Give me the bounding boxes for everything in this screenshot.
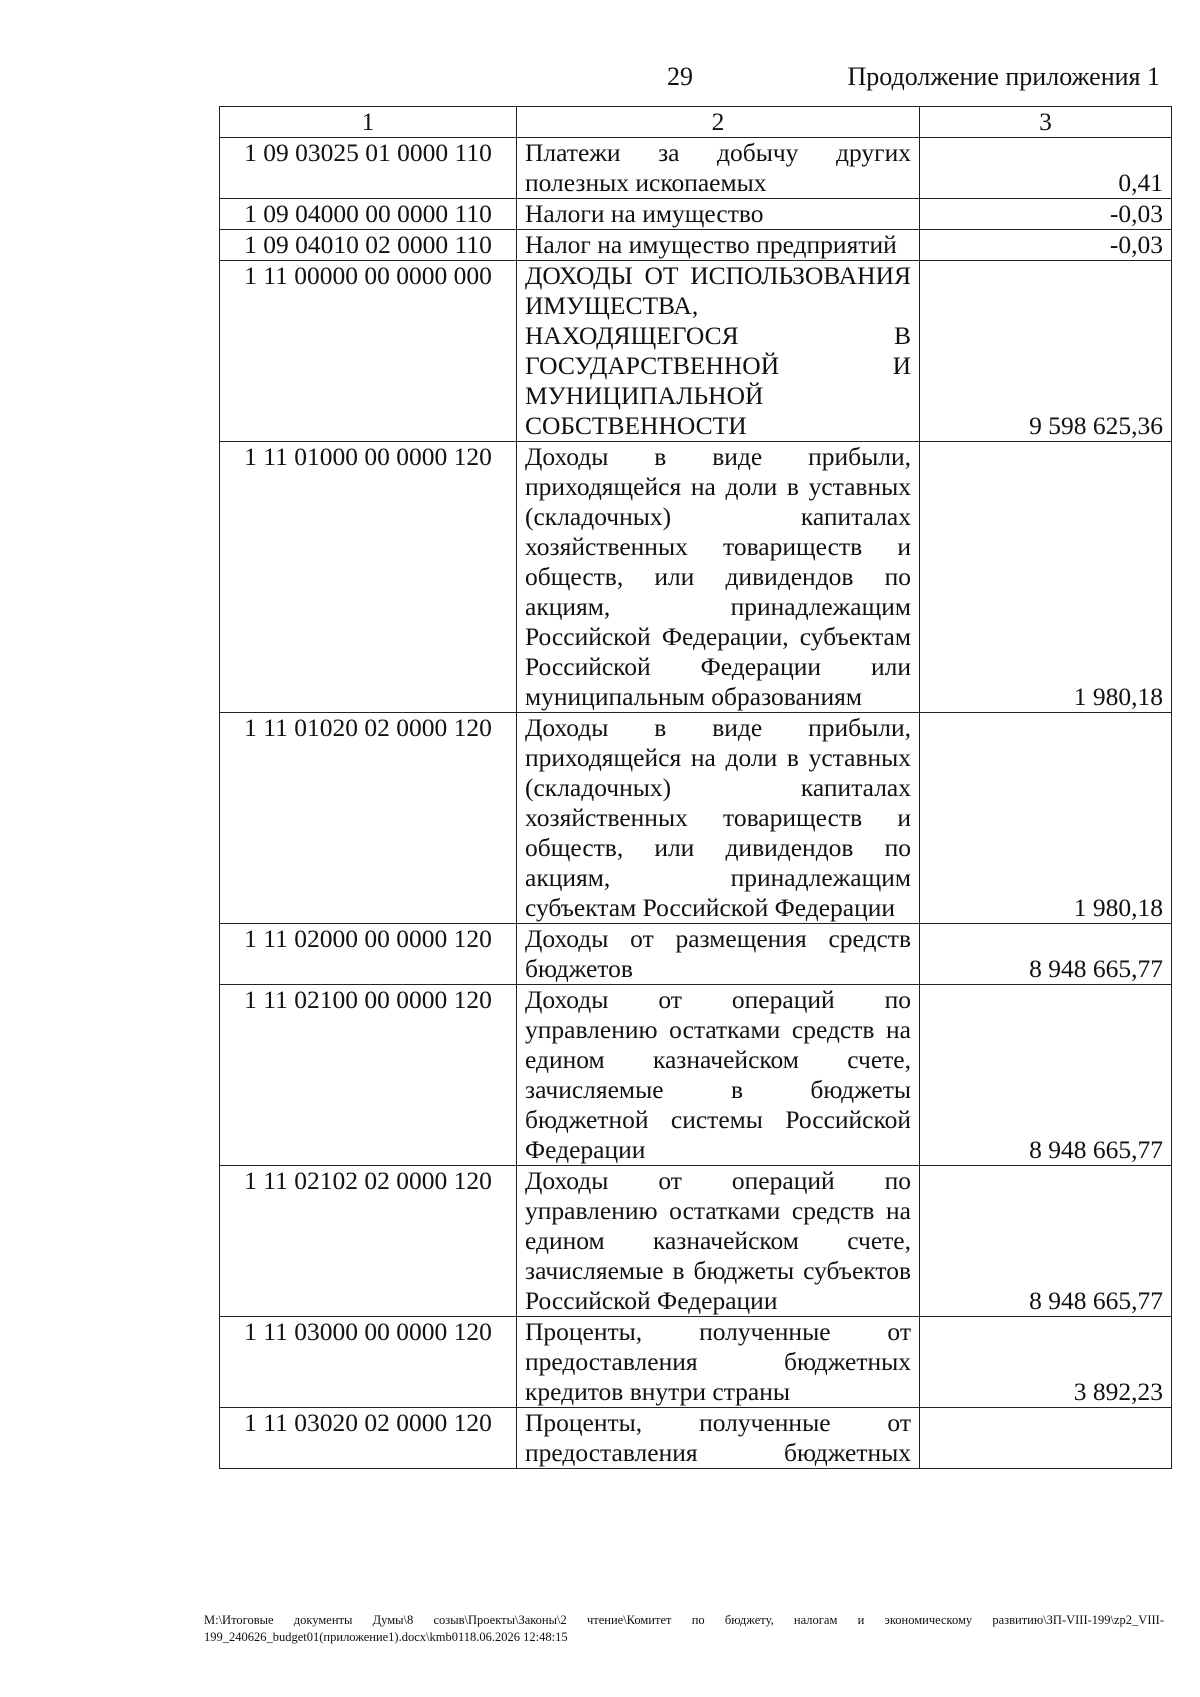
row-name: Проценты, полученные от предоставления бюджетных кредитов внутри страны — [517, 1317, 920, 1408]
table-row — [220, 230, 1172, 261]
table-header-row — [220, 107, 1172, 138]
row-sum: 8 948 665,77 — [920, 985, 1172, 1166]
table-row — [220, 199, 1172, 230]
table-row — [220, 713, 1172, 924]
row-name: Доходы от операций по управлению остатками средств на едином казначейском счете, зачисляемые в бюджеты бюджетной системы Российской Федерации — [517, 985, 920, 1166]
row-code: 1 11 02100 00 0000 120 — [220, 985, 517, 1166]
row-code: 1 11 03000 00 0000 120 — [220, 1317, 517, 1408]
column-header-name: 2 — [517, 107, 920, 138]
table-row — [220, 985, 1172, 1166]
row-code: 1 11 02000 00 0000 120 — [220, 924, 517, 985]
row-name: Налоги на имущество — [517, 199, 920, 230]
row-code: 1 11 01020 02 0000 120 — [220, 713, 517, 924]
row-name: Доходы в виде прибыли, приходящейся на доли в уставных (складочных) капиталах хозяйственных товариществ и обществ, или дивидендов по акциям, принадлежащим Российской Федерации, субъектам Российской Федерации или муниципальным образованиям — [517, 442, 920, 713]
appendix-caption: Продолжение приложения 1 — [847, 62, 1160, 91]
row-sum: 8 948 665,77 — [920, 1166, 1172, 1317]
row-sum: 1 980,18 — [920, 713, 1172, 924]
row-sum: 9 598 625,36 — [920, 261, 1172, 442]
row-code: 1 11 02102 02 0000 120 — [220, 1166, 517, 1317]
row-name: Платежи за добычу других полезных ископаемых — [517, 138, 920, 199]
row-name: Доходы в виде прибыли, приходящейся на доли в уставных (складочных) капиталах хозяйственных товариществ и обществ, или дивидендов по акциям, принадлежащим субъектам Российской Федерации — [517, 713, 920, 924]
row-sum: 8 948 665,77 — [920, 924, 1172, 985]
row-name: Доходы от операций по управлению остатками средств на едином казначейском счете, зачисляемые в бюджеты субъектов Российской Федерации — [517, 1166, 920, 1317]
column-header-sum: 3 — [920, 107, 1172, 138]
row-code: 1 09 04010 02 0000 110 — [220, 230, 517, 261]
row-code: 1 11 01000 00 0000 120 — [220, 442, 517, 713]
table-row — [220, 1317, 1172, 1408]
document-file-path: М:\Итоговые документы Думы\8 созыв\Проекты\Законы\2 чтение\Комитет по бюджету, налогам и экономическому развитию\ЗП-VIII-199\zp2_VIII-199_240626_budget01(приложение1).docx\kmb0118.06.2026 12:48:15 — [204, 1613, 1164, 1644]
row-sum: 3 892,23 — [920, 1317, 1172, 1408]
row-name: Проценты, полученные от предоставления бюджетных — [517, 1408, 920, 1469]
table-row — [220, 442, 1172, 713]
table-row — [220, 138, 1172, 199]
row-sum: -0,03 — [920, 199, 1172, 230]
row-sum: -0,03 — [920, 230, 1172, 261]
table-row — [220, 1166, 1172, 1317]
page-number: 29 — [667, 62, 693, 91]
row-code: 1 09 03025 01 0000 110 — [220, 138, 517, 199]
row-name: ДОХОДЫ ОТ ИСПОЛЬЗОВАНИЯ ИМУЩЕСТВА, НАХОДЯЩЕГОСЯ В ГОСУДАРСТВЕННОЙ И МУНИЦИПАЛЬНОЙ СОБСТВЕННОСТИ — [517, 261, 920, 442]
row-code: 1 09 04000 00 0000 110 — [220, 199, 517, 230]
row-name: Доходы от размещения средств бюджетов — [517, 924, 920, 985]
row-sum — [920, 1408, 1172, 1469]
row-code: 1 11 03020 02 0000 120 — [220, 1408, 517, 1469]
table-row — [220, 261, 1172, 442]
row-code: 1 11 00000 00 0000 000 — [220, 261, 517, 442]
row-sum: 0,41 — [920, 138, 1172, 199]
row-name: Налог на имущество предприятий — [517, 230, 920, 261]
row-sum: 1 980,18 — [920, 442, 1172, 713]
table-row — [220, 1408, 1172, 1469]
budget-revenue-table — [219, 106, 1172, 1469]
table-row — [220, 924, 1172, 985]
column-header-code: 1 — [220, 107, 517, 138]
